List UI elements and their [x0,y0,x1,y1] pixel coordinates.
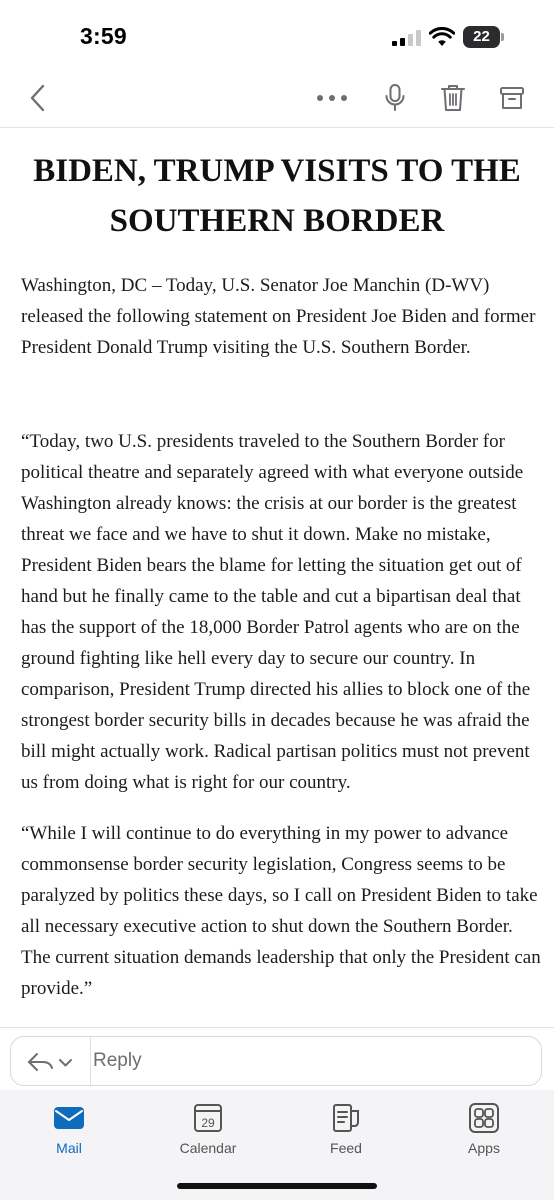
archive-icon [499,85,525,111]
battery-level: 22 [473,28,490,45]
quote-paragraph-1: “Today, two U.S. presidents traveled to the Southern Border for political theatre and separately agreed with what everyone outside Washington already knows: the crisis at our border is the greatest threat we face and we have to shut it down. Make no mistake, President Biden bears the blame for letting the situation get out of hand but he finally came to the table and cut a bipartisan deal that has the support of the 18,000 Border Patrol agents who are on the ground fighting like hell every day to secure our country. In comparison, President Trump directed his allies to block one of the strongest border security bills in decades because he was afraid the bill might actually work. Radical partisan politics must not prevent us from doing what is right for our country. [21,431,531,793]
calendar-icon [191,1102,225,1134]
reply-bar[interactable] [10,1036,542,1086]
back-button[interactable] [18,78,58,118]
divider [0,1027,554,1028]
chevron-left-icon [27,83,49,113]
tab-feed-label: Feed [330,1140,362,1156]
headline-line-1: BIDEN, TRUMP VISITS TO THE [33,153,521,189]
more-icon [316,94,348,102]
battery-tip [501,33,504,41]
wifi-icon [429,27,455,47]
headline-line-2: SOUTHERN BORDER [109,203,445,239]
trash-icon [440,83,466,113]
quote-paragraph-2: “While I will continue to do everything in my power to advance commonsense border security legislation, Congress seems to be paralyzed by politics these days, so I call on President Biden to take all necessary executive action to shut down the Southern Border. The current situation demands leadership that only the President can provide.” [21,823,541,999]
cellular-signal-icon [392,30,422,46]
tab-mail[interactable] [19,1102,119,1162]
battery-indicator [463,26,505,48]
microphone-icon [384,83,406,113]
tab-mail-label: Mail [56,1140,82,1156]
reply-options-icon[interactable] [25,1049,77,1075]
email-body [0,128,554,1028]
tab-calendar-label: Calendar [179,1140,237,1156]
tab-feed[interactable] [296,1102,396,1162]
delete-button[interactable] [433,78,473,118]
tab-apps[interactable] [434,1102,534,1162]
feed-icon [329,1102,363,1134]
dictate-button[interactable] [375,78,415,118]
status-bar [0,0,554,70]
tab-calendar[interactable] [158,1102,258,1162]
more-options-button[interactable] [312,78,352,118]
reply-input[interactable]: Reply [93,1050,142,1071]
message-toolbar [0,70,554,128]
status-time: 3:59 [80,23,127,49]
tab-apps-label: Apps [468,1140,500,1156]
mail-icon [52,1102,86,1134]
archive-button[interactable] [492,78,532,118]
calendar-day: 29 [201,1116,215,1130]
apps-icon [467,1102,501,1134]
reply-separator [90,1037,91,1085]
home-indicator[interactable] [177,1183,377,1189]
intro-paragraph: Washington, DC – Today, U.S. Senator Joe Manchin (D-WV) released the following statement on President Joe Biden and former President Donald Trump visiting the U.S. Southern Border. [21,275,536,358]
email-headline [10,146,544,246]
